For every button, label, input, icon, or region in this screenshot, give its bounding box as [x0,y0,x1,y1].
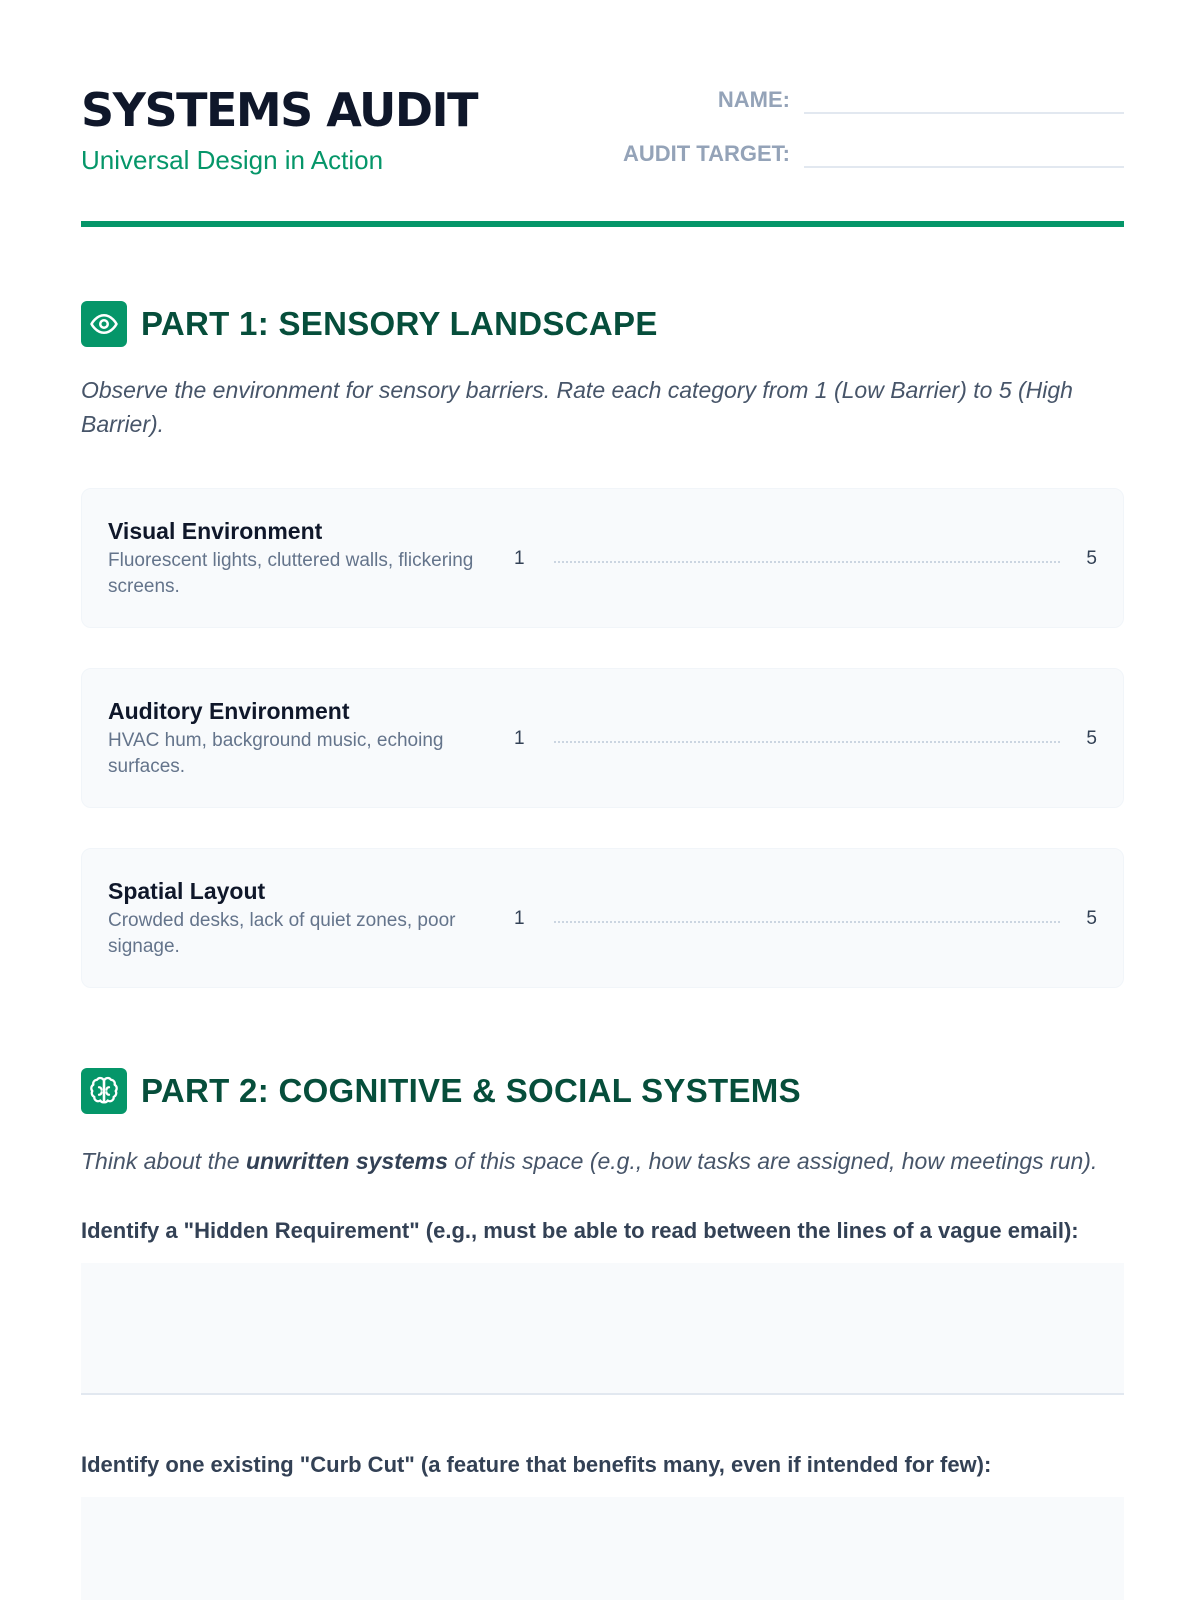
scale-min-label: 1 [514,908,525,929]
curb-cut-prompt: Identify one existing "Curb Cut" (a feature that benefits many, even if intended for few): [81,1452,992,1477]
part2-description [81,1144,1124,1178]
worksheet-header [81,84,1124,224]
rating-card-title: Auditory Environment [108,698,350,724]
name-input-line[interactable] [804,112,1124,114]
audit-target-label: AUDIT TARGET: [622,141,790,166]
curb-cut-answer[interactable] [81,1497,1124,1600]
rating-card-description: Crowded desks, lack of quiet zones, poor signage. [108,910,456,957]
part2-description-emphasis: unwritten systems [245,1148,448,1174]
rating-card-title: Visual Environment [108,518,323,544]
rating-card-spatial [81,848,1124,988]
part1-heading [81,301,658,347]
scale-max-label: 5 [1086,908,1097,929]
header-divider [81,221,1124,227]
part1-title: PART 1: SENSORY LANDSCAPE [141,305,658,342]
scale-max-label: 5 [1086,548,1097,569]
rating-card-description: HVAC hum, background music, echoing surfaces. [108,730,444,777]
part2-description-lead: Think about the [81,1148,246,1174]
rating-card-description: Fluorescent lights, cluttered walls, flickering screens. [108,550,474,597]
scale-max-label: 5 [1086,728,1097,749]
rating-card-auditory [81,668,1124,808]
part2-heading [81,1068,801,1114]
part2-description-tail: of this space (e.g., how tasks are assigned, how meetings run). [447,1148,1098,1174]
part1-description: Observe the environment for sensory barriers. Rate each category from 1 (Low Barrier) to 5 (High Barrier). [81,377,1073,437]
rating-card-title: Spatial Layout [108,878,266,904]
rating-scale[interactable] [554,921,1060,923]
name-field[interactable] [718,86,1124,114]
scale-min-label: 1 [514,728,525,749]
eye-icon [81,301,127,347]
page-subtitle: Universal Design in Action [81,145,384,175]
brain-icon [81,1068,127,1114]
part2-title: PART 2: COGNITIVE & SOCIAL SYSTEMS [141,1072,801,1109]
audit-target-field[interactable] [623,140,1124,168]
scale-min-label: 1 [514,548,525,569]
name-label: NAME: [717,87,790,112]
hidden-requirement-prompt: Identify a "Hidden Requirement" (e.g., must be able to read between the lines of a vague email): [81,1218,1079,1243]
rating-scale[interactable] [554,741,1060,743]
rating-scale[interactable] [554,561,1060,563]
page-title: SYSTEMS AUDIT [81,83,478,137]
audit-target-input-line[interactable] [804,166,1124,168]
rating-card-visual [81,488,1124,628]
hidden-requirement-answer[interactable] [81,1263,1124,1395]
